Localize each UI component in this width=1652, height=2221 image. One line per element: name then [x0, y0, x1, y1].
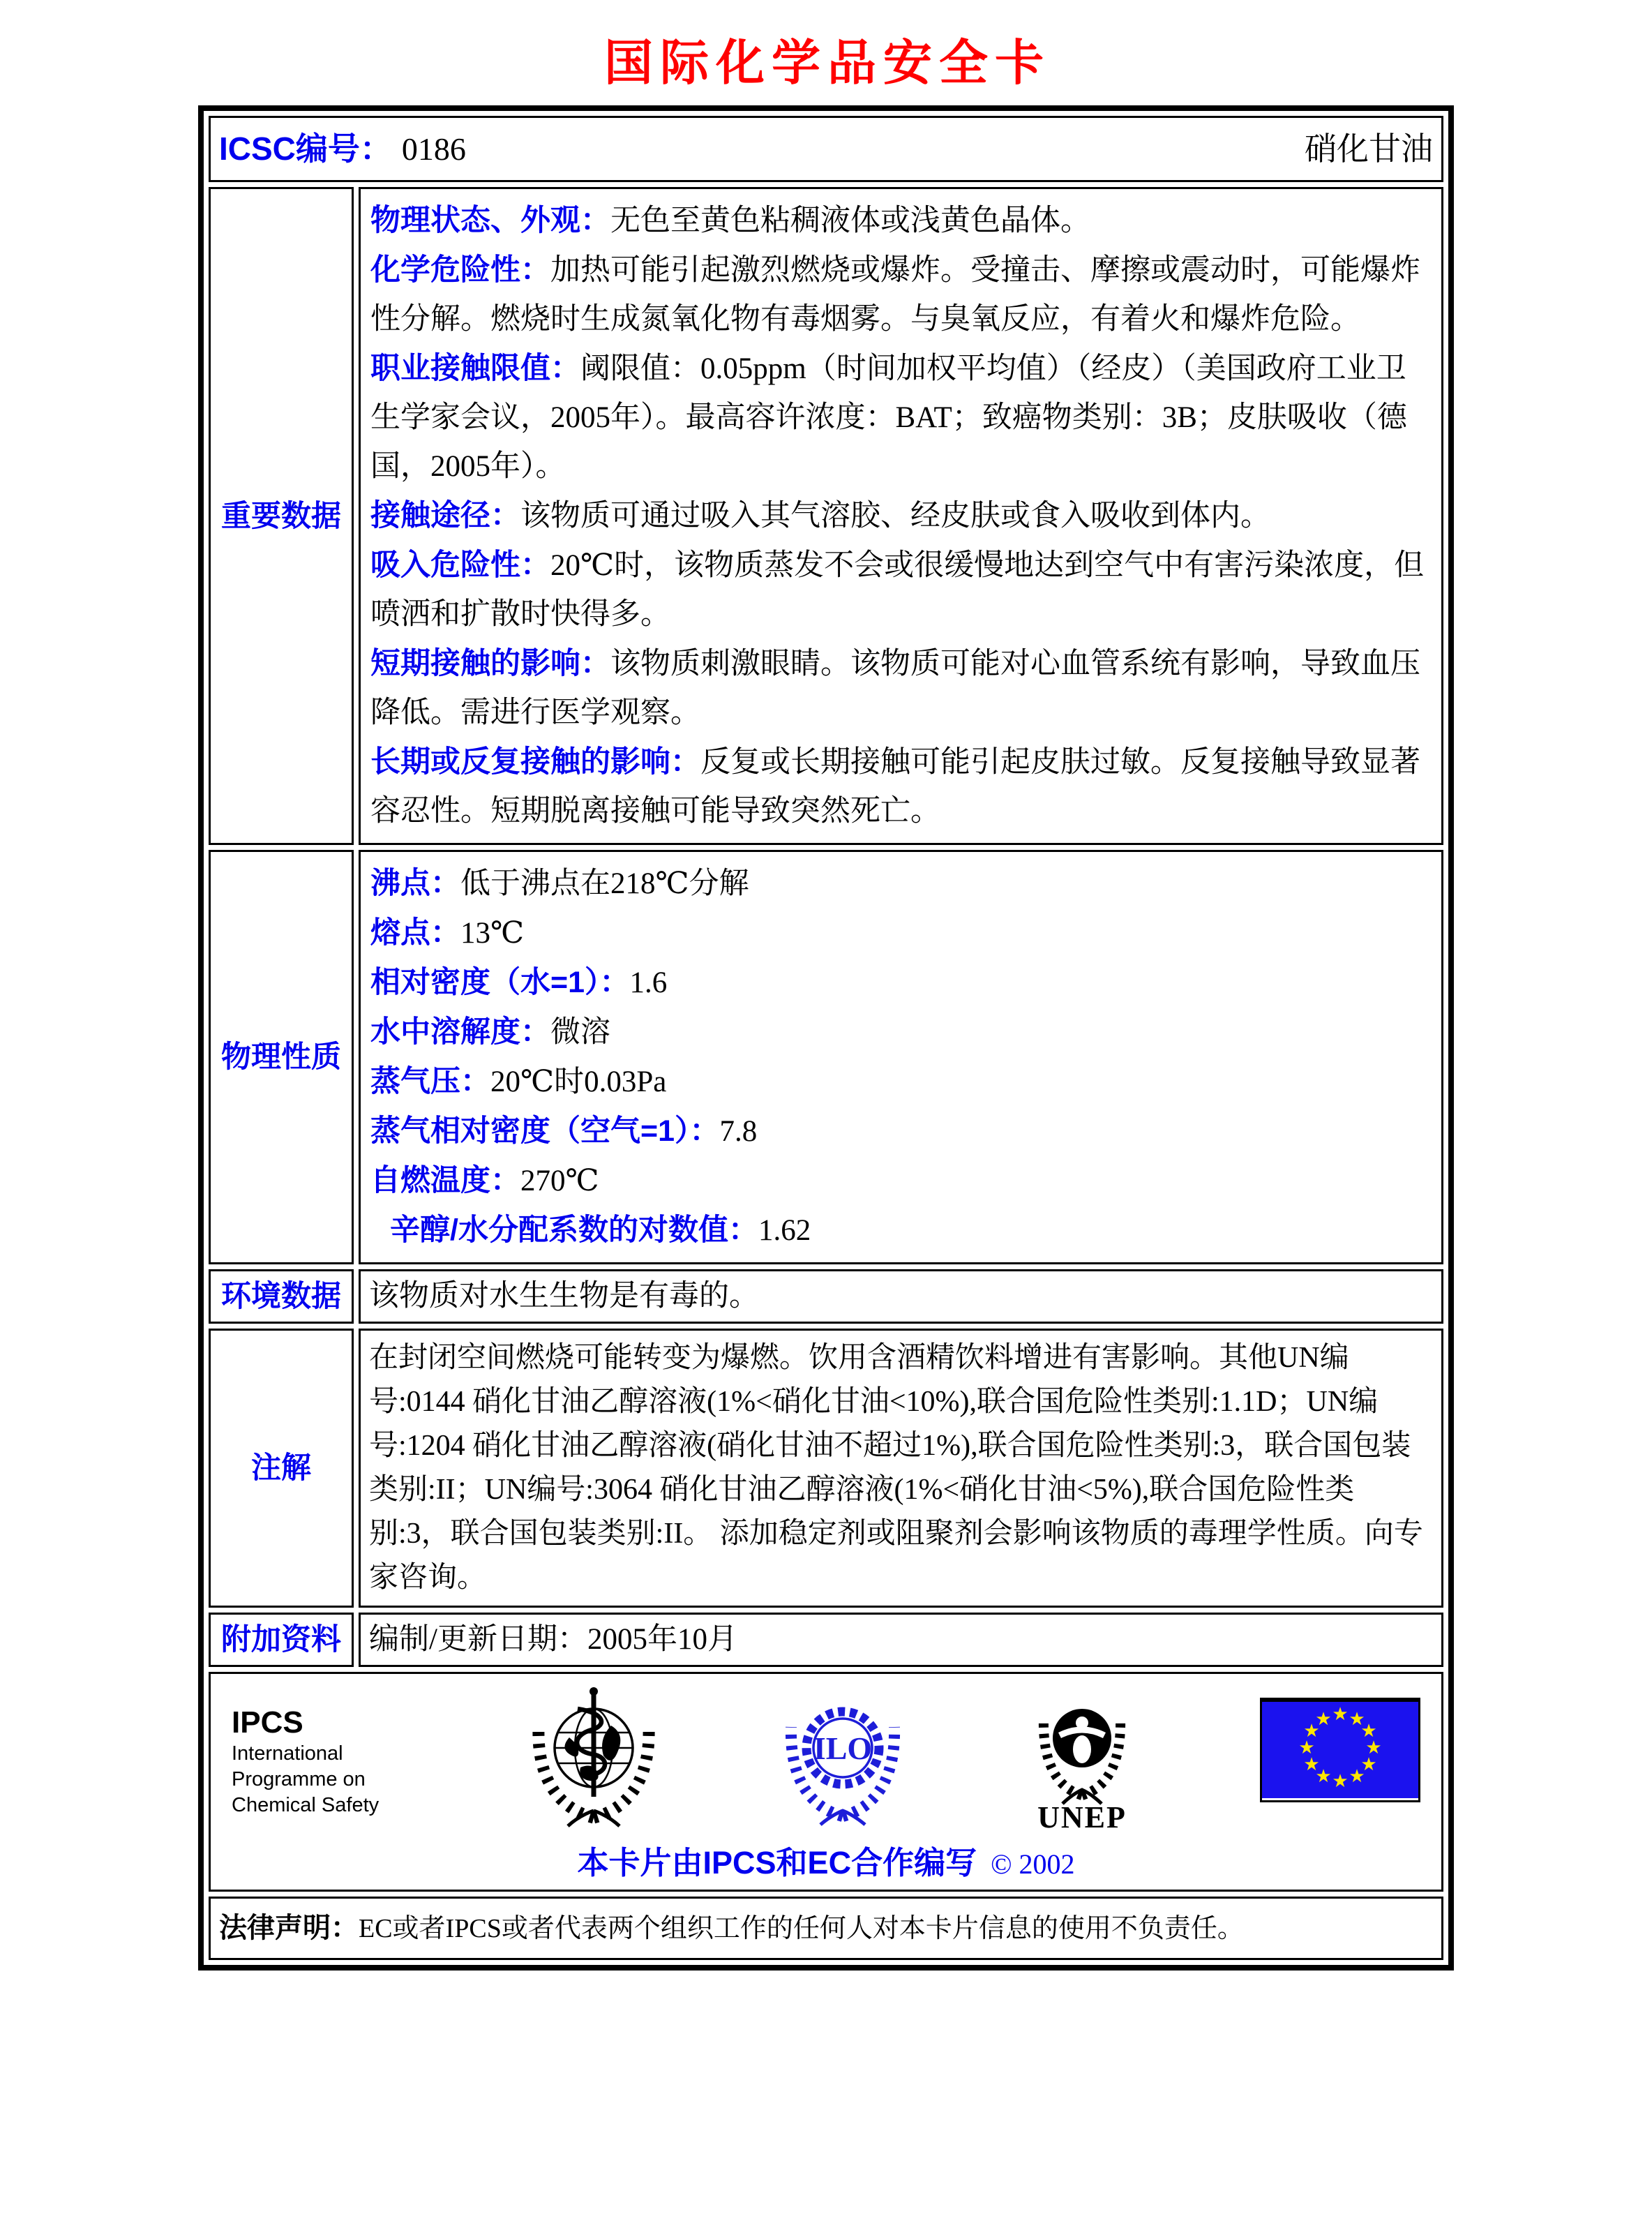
section-content-important-data [359, 187, 1443, 845]
property-row: 沸点：低于沸点在218℃分解 [370, 867, 749, 900]
ilo-logo-icon [781, 1685, 904, 1831]
data-item: 吸入危险性：20℃时，该物质蒸发不会或很缓慢地达到空气中有害污染浓度，但喷洒和扩散时快得多。 [370, 548, 1425, 631]
svg-text:★: ★ [1349, 1766, 1365, 1786]
section-label-additional-info: 附加资料 [209, 1613, 354, 1667]
icsc-number-value: 0186 [401, 131, 466, 167]
svg-text:ILO: ILO [813, 1730, 873, 1766]
legal-text: EC或者IPCS或者代表两个组织工作的任何人对本卡片信息的使用不负责任。 [359, 1914, 1244, 1943]
svg-text:★: ★ [1365, 1737, 1382, 1758]
section-label-physical-properties: 物理性质 [209, 850, 354, 1264]
copyright-text: © 2002 [991, 1848, 1075, 1880]
data-item: 短期接触的影响：该物质刺激眼睛。该物质可能对心血管系统有影响，导致血压降低。需进行医学观察。 [370, 647, 1420, 729]
data-item: 物理状态、外观：无色至黄色粘稠液体或浅黄色晶体。 [370, 204, 1090, 237]
eu-flag-icon [1260, 1698, 1420, 1802]
icsc-number-group [219, 128, 466, 170]
ipcs-logo: IPCS International Programme on Chemical Safety [232, 1685, 406, 1818]
credit-line [225, 1837, 1427, 1883]
svg-text:★: ★ [1332, 1704, 1349, 1724]
svg-text:★: ★ [1360, 1754, 1377, 1774]
page-title: 国际化学品安全卡 [604, 36, 1051, 90]
ipcs-acronym: IPCS [232, 1705, 303, 1740]
property-row: 熔点：13℃ [370, 916, 525, 950]
section-label-notes: 注解 [209, 1329, 354, 1608]
data-item: 接触途径：该物质可通过吸入其气溶胶、经皮肤或食入吸收到体内。 [370, 499, 1270, 532]
svg-text:★: ★ [1315, 1766, 1332, 1786]
data-item: 长期或反复接触的影响：反复或长期接触可能引起皮肤过敏。反复接触导致显著容忍性。短期脱离接触可能导致突然死亡。 [370, 745, 1420, 828]
chemical-name: 硝化甘油 [1305, 131, 1433, 167]
property-row: 水中溶解度：微溶 [370, 1015, 610, 1049]
svg-text:★: ★ [1303, 1721, 1320, 1741]
who-logo-icon [527, 1685, 660, 1834]
svg-text:UNEP: UNEP [1037, 1800, 1127, 1833]
svg-text:★: ★ [1360, 1721, 1377, 1741]
section-content-additional-info: 编制/更新日期：2005年10月 [359, 1613, 1443, 1667]
property-row: 自燃温度：270℃ [370, 1164, 599, 1197]
card-header-row [209, 116, 1443, 182]
data-item: 职业接触限值：阈限值：0.05ppm（时间加权平均值）（经皮）（美国政府工业卫生学家会议，2005年）。最高容许浓度：BAT；致癌物类别：3B；皮肤吸收（德国，2005年）。 [370, 352, 1407, 483]
section-content-environmental-data: 该物质对水生生物是有毒的。 [359, 1269, 1443, 1324]
svg-text:★: ★ [1298, 1737, 1315, 1758]
property-row: 辛醇/水分配系数的对数值：1.62 [390, 1213, 811, 1247]
svg-text:★: ★ [1315, 1709, 1332, 1729]
data-item: 化学危险性：加热可能引起激烈燃烧或爆炸。受撞击、摩擦或震动时，可能爆炸性分解。燃烧时生成氮氧化物有毒烟雾。与臭氧反应，有着火和爆炸危险。 [370, 253, 1420, 336]
logos-row [209, 1672, 1443, 1892]
section-label-environmental-data: 环境数据 [209, 1269, 354, 1324]
svg-text:★: ★ [1332, 1771, 1349, 1791]
svg-text:★: ★ [1303, 1754, 1320, 1774]
section-content-physical-properties [359, 850, 1443, 1264]
icsc-card [198, 24, 1457, 1971]
credit-text: 本卡片由IPCS和EC合作编写 [577, 1845, 977, 1880]
property-row: 蒸气相对密度（空气=1）：7.8 [370, 1114, 758, 1148]
property-row: 蒸气压：20℃时0.03Pa [370, 1065, 667, 1098]
section-label-important-data: 重要数据 [209, 187, 354, 845]
legal-row [209, 1897, 1443, 1960]
icsc-table [198, 105, 1454, 1971]
legal-label: 法律声明： [219, 1913, 359, 1943]
svg-text:★: ★ [1349, 1709, 1365, 1729]
icsc-number-label: ICSC编号： [219, 130, 392, 167]
unep-logo-icon [1026, 1685, 1139, 1837]
section-content-notes: 在封闭空间燃烧可能转变为爆燃。饮用含酒精饮料增进有害影响。其他UN编号:0144 硝化甘油乙醇溶液(1%<硝化甘油<10%),联合国危险性类别:1.1D；UN编号:1204 硝化甘油乙醇溶液(硝化甘油不超过1%),联合国危险性类别:3，联合国包装类别:II；UN编号:3064 硝化甘油乙醇溶液(1%<硝化甘油<5%),联合国危险性类别:3，联合国包装类别:II。 添加稳定剂或阻聚剂会影响该物质的毒理学性质。向专家咨询。 [359, 1329, 1443, 1608]
property-row: 相对密度（水=1）：1.6 [370, 966, 668, 999]
